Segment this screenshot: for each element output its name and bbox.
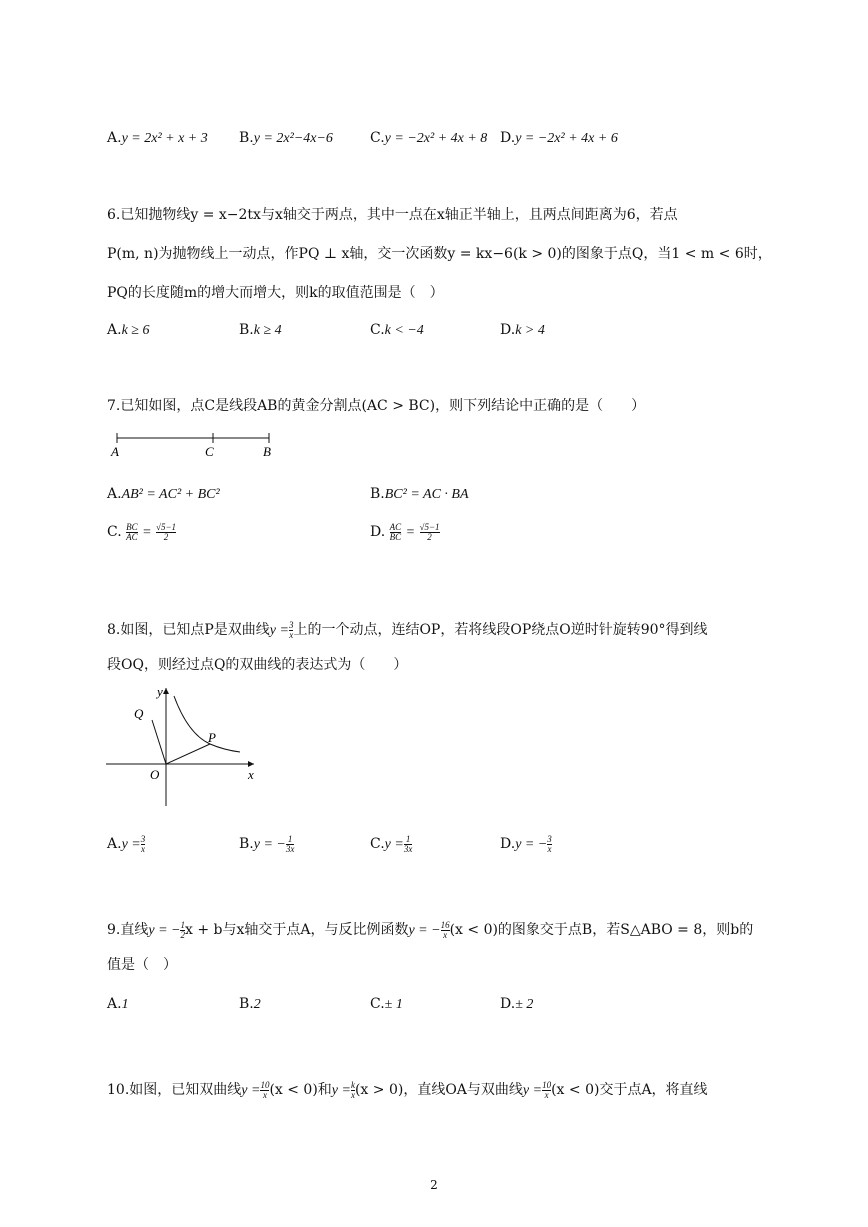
label-y: y xyxy=(157,684,163,699)
q7-option-d: D. $\frac{AC}{BC}$ = $\frac{√5-1}{2}$ xyxy=(370,521,440,542)
q7-option-b: B.BC² = AC · BA xyxy=(370,486,469,502)
q5-option-a: A.y = 2x² + x + 3 xyxy=(107,130,208,146)
q5-option-d: D.y = −2x² + 4x + 6 xyxy=(500,130,618,146)
page-number: 2 xyxy=(430,1178,438,1192)
label-x: x xyxy=(248,767,254,782)
q7-option-c: C. $\frac{BC}{AC}$ = $\frac{√5-1}{2}$ xyxy=(107,521,177,542)
q8-line-2: 段OQ，则经过点Q的双曲线的表达式为（ ） xyxy=(107,657,408,673)
hyperbola-curve xyxy=(174,696,240,752)
label-o: O xyxy=(150,767,160,782)
q8-option-b: B.y = − $\frac{1}{3x}$ xyxy=(239,833,295,854)
q7-line-1: 7.已知如图，点C是线段AB的黄金分割点(AC > BC)，则下列结论中正确的是（ ） xyxy=(107,398,646,414)
q8-option-a: A.y = $\frac{3}{x}$ xyxy=(107,833,146,854)
q6-line-2: P(m, n)为抛物线上一动点，作PQ ⊥ x轴，交一次函数y = kx−6(k > 0)的图象于点Q，当1 < m < 6时， xyxy=(107,246,772,262)
label-c: C xyxy=(205,444,214,459)
q8-hyperbola-figure xyxy=(104,682,274,810)
q7-segment-figure xyxy=(107,428,287,462)
q9-option-c: C.± 1 xyxy=(370,996,403,1012)
q6-option-d: D.k > 4 xyxy=(500,322,545,338)
q7-option-a: A.AB² = AC² + BC² xyxy=(107,486,220,502)
label-a: A xyxy=(111,444,119,459)
segment-oq xyxy=(152,720,166,764)
q6-line-1: 6.已知抛物线y = x−2tx与x轴交于两点，其中一点在x轴正半轴上，且两点间距离为6，若点 xyxy=(107,207,678,223)
q8-option-c: C.y = $\frac{1}{3x}$ xyxy=(370,833,413,854)
q6-option-b: B.k ≥ 4 xyxy=(239,322,282,338)
q9-option-b: B.2 xyxy=(239,996,261,1012)
segment-op xyxy=(166,744,210,764)
q6-option-a: A.k ≥ 6 xyxy=(107,322,150,338)
label-p: P xyxy=(208,730,216,745)
q8-line-1: 8.如图，已知点P是双曲线y = $\frac{3}{x}$ 上的一个动点，连结OP，若将线段OP绕点O逆时针旋转90°得到线 xyxy=(107,619,708,640)
q6-option-c: C.k < −4 xyxy=(370,322,424,338)
q9-option-a: A.1 xyxy=(107,996,129,1012)
q9-line-2: 值是（ ） xyxy=(107,957,177,973)
q5-option-b: B.y = 2x²−4x−6 xyxy=(239,130,333,146)
y-axis-arrow xyxy=(163,688,169,694)
q6-line-3: PQ的长度随m的增大而增大，则k的取值范围是（ ） xyxy=(107,285,444,301)
q8-option-d: D.y = − $\frac{3}{x}$ xyxy=(500,833,552,854)
q9-option-d: D.± 2 xyxy=(500,996,534,1012)
q5-option-c: C.y = −2x² + 4x + 8 xyxy=(370,130,488,146)
q9-line-1: 9.直线y = − $\frac{1}{2}$ x + b与x轴交于点A，与反比例函数y = − $\frac{16}{x}$ (x < 0)的图象交于点B，若S△ABO = 8，则b的 xyxy=(107,919,754,940)
label-b: B xyxy=(263,444,271,459)
q10-line-1: 10.如图，已知双曲线y = $\frac{10}{x}$ (x < 0)和y = $\frac{k}{x}$ (x > 0)，直线OA与双曲线y = $\frac{10}{x}$ (x < 0)交于点A，将直线 xyxy=(107,1079,708,1100)
label-q: Q xyxy=(134,706,144,721)
